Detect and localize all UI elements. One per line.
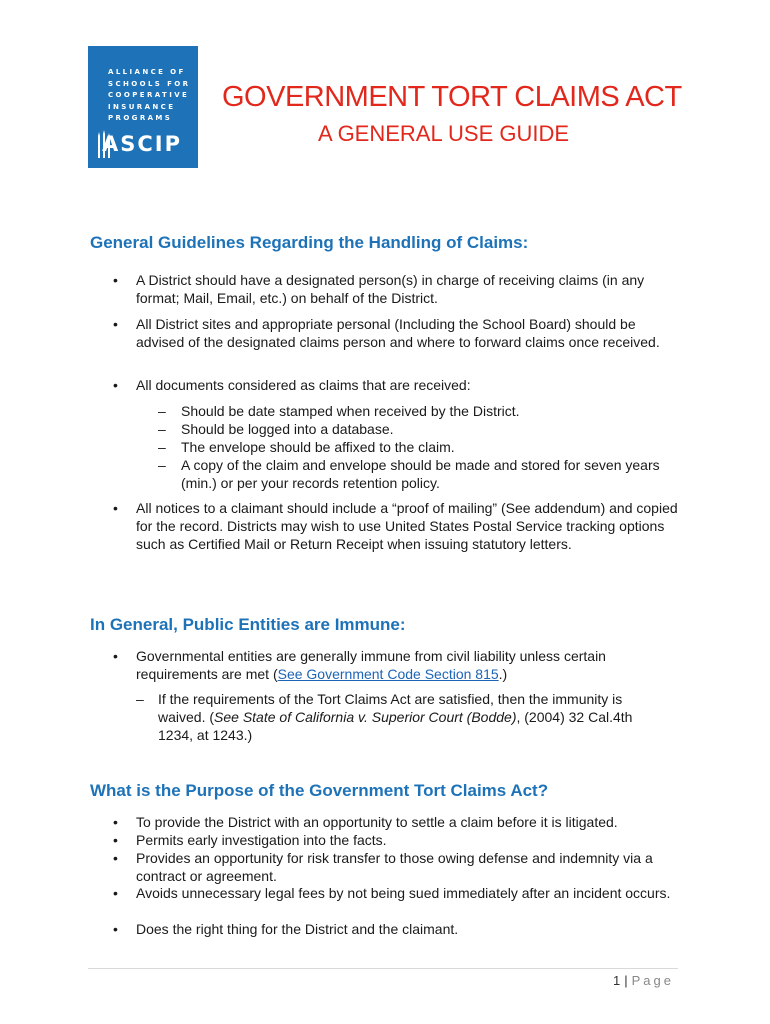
bullet-icon: • xyxy=(113,377,118,393)
bullet-icon: • xyxy=(113,648,118,664)
bullet-icon: • xyxy=(113,316,118,332)
section-heading-immunity: In General, Public Entities are Immune: xyxy=(90,615,406,634)
bullet-icon: • xyxy=(113,921,118,937)
page-subtitle: A GENERAL USE GUIDE xyxy=(318,121,570,146)
section-heading-purpose: What is the Purpose of the Government Tort Claims Act? xyxy=(90,781,549,800)
page-footer xyxy=(613,973,674,988)
immunity-text: Governmental entities are generally immune from civil liability unless certain requirements are met ( xyxy=(136,648,606,682)
list-item: To provide the District with an opportunity to settle a claim before it is litigated. xyxy=(136,814,618,830)
dash-icon: – xyxy=(136,691,144,707)
list-item: All District sites and appropriate personal (Including the School Board) should be advised of the designated claims person and where to forward claims once received. xyxy=(136,316,660,350)
sub-list-item: Should be date stamped when received by the District. xyxy=(181,403,520,419)
sub-list-item: A copy of the claim and envelope should be made and stored for seven years (min.) or per your records retention policy. xyxy=(181,457,660,491)
sub-list-item: The envelope should be affixed to the claim. xyxy=(181,439,455,455)
logo-line: PROGRAMS xyxy=(108,114,173,123)
government-code-link[interactable]: See Government Code Section 815 xyxy=(277,666,499,682)
bullet-icon: • xyxy=(113,272,118,288)
bullet-icon: • xyxy=(113,814,118,830)
logo-name: ASCIP xyxy=(102,132,182,156)
list-item: Permits early investigation into the facts. xyxy=(136,832,387,848)
list-item: Does the right thing for the District and the claimant. xyxy=(136,921,459,937)
section-heading-guidelines: General Guidelines Regarding the Handling of Claims: xyxy=(90,233,529,252)
list-item: Avoids unnecessary legal fees by not being sued immediately after an incident occurs. xyxy=(136,885,671,901)
sub-list-item xyxy=(158,690,668,744)
list-item: Provides an opportunity for risk transfer to those owing defense and indemnity via a contract or agreement. xyxy=(136,850,653,884)
logo-line: COOPERATIVE xyxy=(108,91,190,100)
bullet-icon: • xyxy=(113,832,118,848)
list-item: A District should have a designated person(s) in charge of receiving claims (in any format; Mail, Email, etc.) on behalf of the District. xyxy=(136,272,645,306)
logo-line: SCHOOLS FOR xyxy=(108,79,191,88)
page-number: 1 xyxy=(613,973,621,988)
waiver-text-end: , (2004) 32 Cal.4th 1234, at 1243.) xyxy=(158,709,633,743)
immunity-text-end: .) xyxy=(498,666,508,682)
dash-icon: – xyxy=(158,403,166,419)
page-label: Page xyxy=(631,973,674,988)
page-title: GOVERNMENT TORT CLAIMS ACT xyxy=(222,81,682,113)
waiver-text: If the requirements of the Tort Claims Act are satisfied, then the immunity is waived. ( xyxy=(158,691,623,725)
list-item: All notices to a claimant should include a “proof of mailing” (See addendum) and copied for the record. Districts may wish to use United States Postal Service tracking options such as Certified Mail or Return Receipt when issuing statutory letters. xyxy=(136,500,678,552)
dash-icon: – xyxy=(158,421,166,437)
sub-list-item: Should be logged into a database. xyxy=(181,421,394,437)
bullet-icon: • xyxy=(113,885,118,901)
ascip-logo xyxy=(88,46,198,168)
bullet-icon: • xyxy=(113,850,118,866)
list-item xyxy=(136,647,681,683)
logo-text-lines xyxy=(108,67,194,125)
dash-icon: – xyxy=(158,439,166,455)
logo-line: INSURANCE xyxy=(108,102,176,111)
footer-separator: | xyxy=(624,973,628,988)
bullet-icon: • xyxy=(113,500,118,516)
logo-line: ALLIANCE OF xyxy=(108,68,186,76)
list-item: All documents considered as claims that are received: xyxy=(136,377,471,393)
dash-icon: – xyxy=(158,457,166,473)
case-citation: See State of California v. Superior Court (Bodde) xyxy=(214,709,517,725)
footer-divider xyxy=(88,968,678,969)
